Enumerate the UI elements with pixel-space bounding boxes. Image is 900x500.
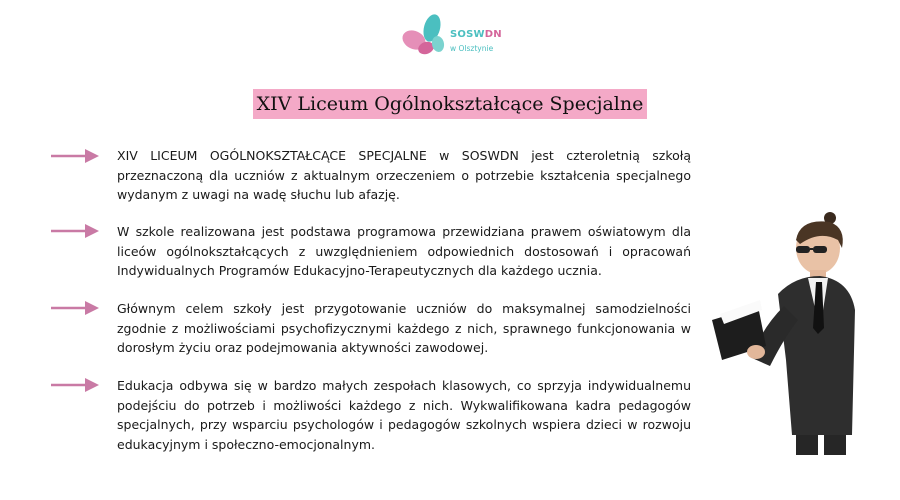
logo-brand: [450, 29, 502, 40]
logo-subtitle: w Olsztynie: [450, 44, 494, 53]
paragraph-goal: Głównym celem szkoły jest przygotowanie uczniów do maksymalnej samodzielności zgodnie z możliwościami psychofizycznymi każdego z nich, sprawnego funkcjonowania w dorosłym życiu oraz podejmowania aktywności zawodowej.: [117, 301, 691, 355]
paragraph-intro: XIV LICEUM OGÓLNOKSZTAŁCĄCE SPECJALNE w SOSWDN jest czteroletnią szkołą przeznaczoną dla uczniów z aktualnym orzeczeniem o potrzebie kształcenia specjalnego wydanym z uwagi na wadę słuchu lub afazję.: [117, 148, 691, 202]
logo-brand-part-2: DN: [484, 29, 502, 40]
arrow-right-icon: [51, 224, 99, 238]
butterfly-logo-icon: [398, 10, 448, 60]
arrow-right-icon: [51, 301, 99, 315]
paragraph-curriculum: W szkole realizowana jest podstawa programowa przewidziana prawem oświatowym dla liceów ogólnokształcących z uwzględnieniem odpowiednich dostosowań i opracowań Indywidualnych Programów Edukacyjno-Terapeutycznych dla każdego ucznia.: [117, 224, 691, 278]
student-reading-photo: [700, 210, 860, 455]
logo-brand-part-1: SOSW: [450, 29, 485, 40]
paragraph-education: Edukacja odbywa się w bardzo małych zespołach klasowych, co sprzyja indywidualnemu podejściu do potrzeb i możliwości każdego z nich. Wykwalifikowana kadra pedagogów specjalnych, przy wsparciu psychologów i pedagogów szkolnych wspiera dzieci w rozwoju edukacyjnym i społeczno-emocjonalnym.: [117, 378, 691, 452]
school-logo: [398, 10, 508, 60]
title-banner: [253, 89, 647, 119]
page-title: XIV Liceum Ogólnokształcące Specjalne: [256, 93, 644, 115]
arrow-right-icon: [51, 378, 99, 392]
arrow-right-icon: [51, 149, 99, 163]
